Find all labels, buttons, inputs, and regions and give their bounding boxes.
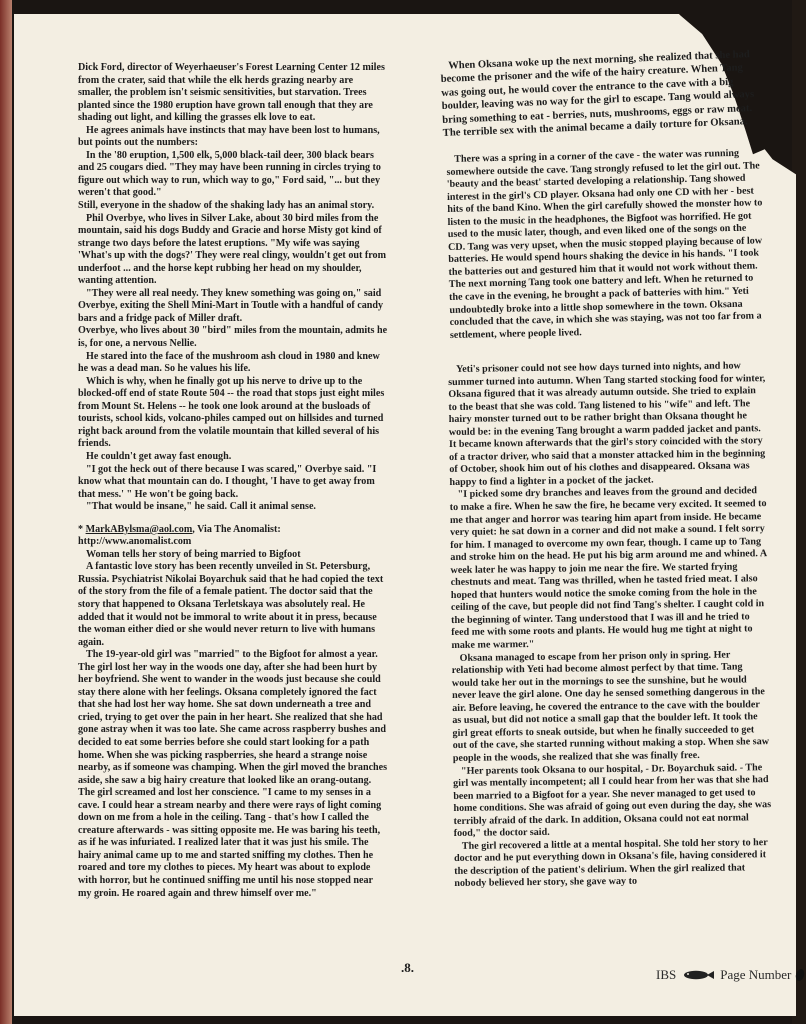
publication-name: IBS — [656, 967, 677, 982]
paragraph: The girl recovered a little at a mental hospital. She told her story to her doctor and he put everything down in Oksana's file, having considered it the description of the patient's delirium. When the girl realized that nobody believed her story, she gave way to — [453, 836, 768, 890]
right-column-middle — [446, 141, 768, 342]
left-column — [78, 62, 388, 900]
paragraph: "Her parents took Oksana to our hospital, - Dr. Boyarchuk said. - The girl was mentally incompetent; all I could hear from her was that she had been married to a Bigfoot for a year. She never managed to get used to home conditions. She was afraid of going out even during the day, she was terribly afraid of the dark. In addition, Oksana could not eat normal food," the doctor said. — [453, 761, 772, 840]
right-column-bottom — [448, 360, 772, 891]
paragraph: Still, everyone in the shadow of the shaking lady has an animal story. — [78, 200, 375, 212]
credit-email-link[interactable]: MarkABylsma@aol.com — [85, 523, 193, 535]
paragraph: He couldn't get away fast enough. — [86, 450, 232, 462]
background-edge-left — [0, 0, 12, 1024]
credit-url-link[interactable]: http://www.anomalist.com — [78, 536, 192, 548]
fish-icon — [681, 970, 715, 980]
paragraph: A fantastic love story has been recently unveiled in St. Petersburg, Russia. Psychiatrist Nikolai Boyarchuk said that he had copied the text of the story from the file of a female patient. The doctor said that the story that happened to Oksana Terletskaya was absolutely real. He added that it would not be immoral to write about it in press, because the woman either died or she would never return to live with humans again. — [78, 561, 384, 648]
paragraph: "They were all real needy. They knew something was going on," said Overbye, exiting the Shell Mini-Mart in Toutle with a handful of candy bars and a fridge pack of Miller draft. — [78, 287, 384, 324]
paragraph: He stared into the face of the mushroom ash cloud in 1980 and knew he was a dead man. So he values his life. — [78, 350, 380, 375]
paragraph: He agrees animals have instincts that may have been lost to humans, but points out the numbers: — [78, 124, 380, 149]
right-column-top — [440, 48, 763, 141]
paragraph: Overbye, who lives about 30 "bird" miles from the mountain, admits he is, for one, a nervous Nellie. — [78, 325, 388, 350]
credit-via: , Via The Anomalist: — [192, 523, 281, 535]
article-headline: Woman tells her story of being married to Bigfoot — [86, 548, 301, 560]
footer-publication — [656, 967, 804, 983]
paragraph: Oksana managed to escape from her prison only in spring. Her relationship with Yeti had become almost perfect by that time. Tang would take her out in the mornings to see the sunshine, but he would never leave the girl alone. One day he sensed something dangerous in the air. Before leaving, he covered the entrance to the cave with the boulder as usual, but did not notice a small gap that the boulder left. It took the girl great efforts to sneak outside, but when he finally succeeded to get out of the cave, she started running without making a stop. When she saw people in the woods, she realized that she was finally free. — [451, 649, 770, 764]
paragraph: Dick Ford, director of Weyerhaeuser's Forest Learning Center 12 miles from the crater, said that while the elk herds grazing nearby are smaller, the problem isn't seismic sensitivities, but starvation. Trees planted since the 1980 eruption have grown tall enough that they are shading out light, and killing the grasses elk love to eat. — [78, 62, 385, 124]
paragraph: "I got the heck out of there because I was scared," Overbye said. "I know what that mountain can do. I thought, 'I have to get away from that mess.' " He won't be going back. — [78, 463, 377, 500]
paragraph: Which is why, when he finally got up his nerve to drive up to the blocked-off end of state Route 504 -- the road that stops just eight miles from Mount St. Helens -- he took one look around at the busloads of tourists, school kids, volcano-philes camped out on hillsides and turned right back around from the volatile mountain that killed several of his friends. — [78, 375, 385, 450]
paragraph: Phil Overbye, who lives in Silver Lake, about 30 bird miles from the mountain, said his dogs Buddy and Gracie and horse Misty got kind of strange two days before the latest eruptions. "My wife was saying 'What's up with the dogs?' They were real clingy, wouldn't get out from underfoot ... and the horse kept rubbing her head on my shoulder, wanting attention. — [78, 212, 386, 287]
source-credit — [78, 524, 388, 537]
paragraph: Yeti's prisoner could not see how days turned into nights, and how summer turned into autumn. When Tang started stocking food for winter, Oksana figured that it was already autumn outside. She tried to explain to the beast that she was cold. Tang listened to his "wife" and left. The hairy monster turned out to be rather bright than Oksana thought he would be: in the evening Tang brought a warm padded jacket and pants. It became known afterwards that the girl's story coincided with the story of a tractor driver, who said that a monster attacked him in the beginning of October, shook him out of his clothes and disappeared. Oksana was happy to find a lighter in a pocket of the jacket. — [448, 360, 766, 488]
page-number-label: Page Number — [720, 967, 792, 982]
paragraph: When Oksana woke up the next morning, she realized that she had become the prisoner and the wife of the hairy creature. When Tang was going out, he would cover the entrance to the cave with a big boulder, leaving was no way for the girl to escape. Tang would always bring something to eat - berries, nuts, mushrooms, eggs or raw meat. The terrible sex with the animal became a daily torture for Oksana. — [440, 49, 755, 139]
credit-prefix: * — [78, 523, 86, 535]
paragraph: "That would be insane," he said. Call it animal sense. — [86, 501, 316, 513]
page-number: .8. — [401, 960, 414, 975]
dot-icon — [795, 968, 806, 982]
paragraph: There was a spring in a corner of the cave - the water was running somewhere outside the cave. Tang strongly refused to let the girl out. The 'beauty and the beast' started developing a relationship. Tang showed interest in the girl's CD player. Oksana had only one CD with her - best hits of the band Kino. When the girl carefully showed the monster how to listen to the music in the headphones, the Bigfoot was horrified. He got used to the music later, though, and even liked one of the songs on the CD. Tang was very upset, when the music stopped playing because of low batteries. He would spend hours shaking the device in his hands. "I took the batteries out and gestured him that it would not work without them. The next morning Tang took one battery and left. When he returned to the cave in the evening, he brought a pack of batteries with him." Yeti undoubtedly broke into a little shop somewhere in the town. Oksana concluded that the cave, in which she was staying, was not too far from a settlement, where people lived. — [446, 147, 763, 341]
paragraph: In the '80 eruption, 1,500 elk, 5,000 black-tail deer, 300 black bears and 25 cougars died. "They may have been running in circles trying to figure out which way to run, which way to go," Ford said, "... but they weren't that good." — [78, 149, 381, 199]
paragraph: The 19-year-old girl was "married" to the Bigfoot for almost a year. The girl lost her way in the woods one day, after she had been hurt by her boyfriend. She went to wander in the woods just because she could stay there alone with her feelings. Oksana completely ignored the fact that she had lost her way home. She sat down underneath a tree and cried, trying to get over the pain in her heart. She realized that she had gone astray when it was too late. She came across raspberry bushes and decided to eat some berries before she could start looking for a path home. When she was picking raspberries, she heard a strange noise nearby, as if someone was champing. When the girl moved the branches aside, she saw a big hairy creature that looked like an orang-outang. The girl screamed and lost her conscience. "I came to my senses in a cave. I could hear a stream nearby and there were rays of light coming down on me from a hole in the ceiling. Tang - that's how I called the creature afterwards - was sitting opposite me. He was baring his teeth, as if he was infuriated. I realized later that it was just his smile. The hairy animal came up to me and started sniffing my clothes. Then he roared and tore my clothes to pieces. My heart was about to explode with horror, but he continued sniffing me until his nose stopped near my groin. He roared again and threw himself over me." — [78, 649, 388, 899]
paragraph: "I picked some dry branches and leaves from the ground and decided to make a fire. When he saw the fire, he became very excited. It seemed to me that anger and horror was tearing him apart from inside. He became very quiet: he sat down in a corner and did not make a sound. I felt sorry for him. I managed to overcome my own fear, though. I came up to Tang and stroke him on the head. He put his big arm around me and whined. A week later he was happy to join me near the fire. We started frying chestnuts and meat. Tang was thrilled, when he tasted fried meat. I also hoped that hunters would notice the smoke coming from the hole in the ceiling of the cave, but people did not find Tang's shelter. I caught cold in the beginning of winter. Tang understood that I was ill and he tried to feed me with some roots and plants. He would hug me tight at night to make me warmer." — [449, 485, 767, 652]
